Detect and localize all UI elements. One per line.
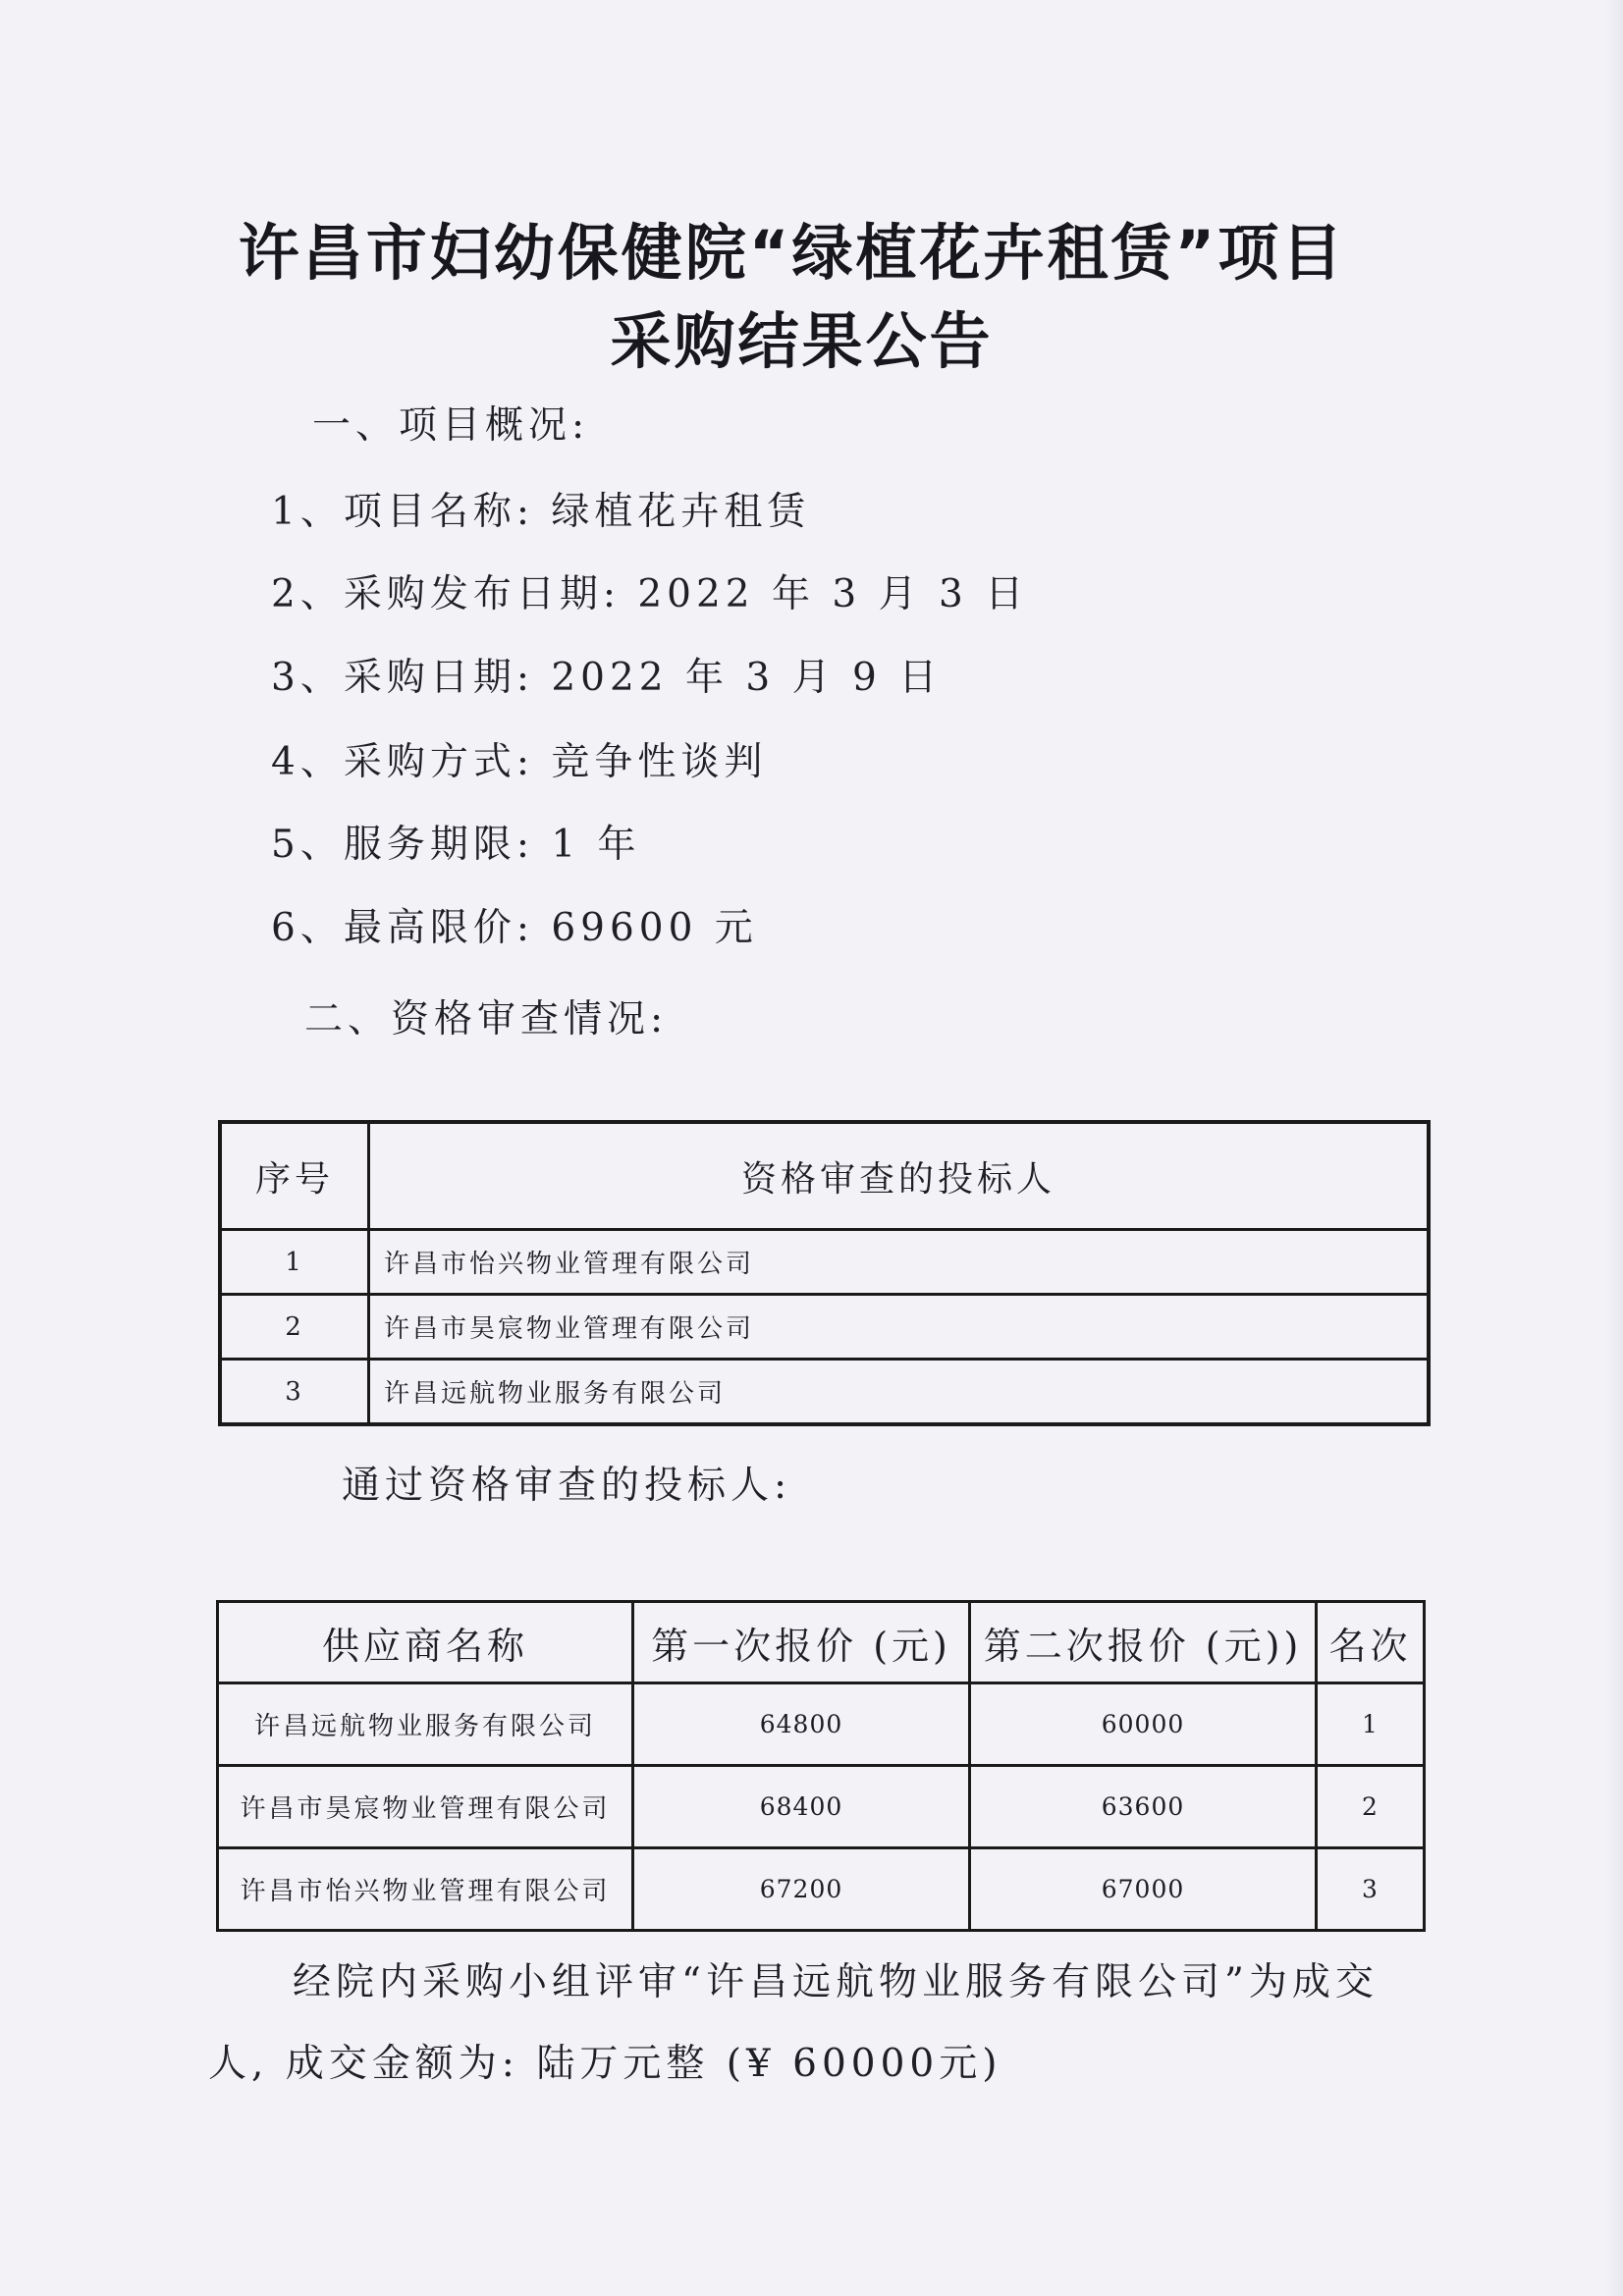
quotation-table bbox=[216, 1600, 1426, 1932]
first-quote: 67200 bbox=[633, 1848, 970, 1931]
title-line-1: 许昌市妇幼保健院“绿植花卉租赁”项目 bbox=[238, 217, 1346, 289]
row-bidder: 许昌市昊宸物业管理有限公司 bbox=[369, 1295, 1430, 1360]
first-quote: 64800 bbox=[633, 1683, 970, 1766]
conclusion-line-1: 经院内采购小组评审“许昌远航物业服务有限公司”为成交 bbox=[293, 1960, 1379, 2004]
passed-heading: 通过资格审查的投标人: bbox=[342, 1464, 792, 1508]
header-supplier: 供应商名称 bbox=[218, 1602, 633, 1683]
table-header-row bbox=[218, 1602, 1425, 1683]
row-serial: 1 bbox=[220, 1230, 369, 1295]
row-serial: 2 bbox=[220, 1295, 369, 1360]
table-row bbox=[218, 1848, 1425, 1931]
overview-item-6: 6、最高限价: 69600 元 bbox=[271, 906, 758, 950]
table-row bbox=[220, 1360, 1429, 1425]
section2-heading: 二、资格审查情况: bbox=[304, 997, 669, 1041]
table-row bbox=[220, 1230, 1429, 1295]
second-quote: 67000 bbox=[970, 1848, 1317, 1931]
table-row bbox=[218, 1766, 1425, 1848]
title-line-2: 采购结果公告 bbox=[610, 305, 994, 377]
table-row bbox=[218, 1683, 1425, 1766]
row-bidder: 许昌远航物业服务有限公司 bbox=[369, 1360, 1430, 1425]
overview-item-2: 2、采购发布日期: 2022 年 3 月 3 日 bbox=[271, 572, 1029, 616]
table-row bbox=[220, 1295, 1429, 1360]
qualification-table bbox=[218, 1120, 1431, 1426]
overview-item-5: 5、服务期限: 1 年 bbox=[271, 823, 641, 867]
header-second-quote: 第二次报价 (元)) bbox=[970, 1602, 1317, 1683]
overview-item-1: 1、项目名称: 绿植花卉租赁 bbox=[271, 490, 811, 534]
section1-heading: 一、项目概况: bbox=[312, 403, 590, 448]
second-quote: 60000 bbox=[970, 1683, 1317, 1766]
header-serial: 序号 bbox=[220, 1122, 369, 1230]
overview-item-4: 4、采购方式: 竞争性谈判 bbox=[271, 740, 768, 784]
overview-item-3: 3、采购日期: 2022 年 3 月 9 日 bbox=[271, 656, 943, 700]
header-bidder: 资格审查的投标人 bbox=[369, 1122, 1430, 1230]
header-first-quote: 第一次报价 (元) bbox=[633, 1602, 970, 1683]
first-quote: 68400 bbox=[633, 1766, 970, 1848]
rank: 1 bbox=[1317, 1683, 1425, 1766]
row-serial: 3 bbox=[220, 1360, 369, 1425]
supplier-name: 许昌市怡兴物业管理有限公司 bbox=[218, 1848, 633, 1931]
supplier-name: 许昌远航物业服务有限公司 bbox=[218, 1683, 633, 1766]
supplier-name: 许昌市昊宸物业管理有限公司 bbox=[218, 1766, 633, 1848]
rank: 3 bbox=[1317, 1848, 1425, 1931]
header-rank: 名次 bbox=[1317, 1602, 1425, 1683]
row-bidder: 许昌市怡兴物业管理有限公司 bbox=[369, 1230, 1430, 1295]
conclusion-line-2: 人, 成交金额为: 陆万元整 (¥ 60000元) bbox=[208, 2042, 1002, 2086]
rank: 2 bbox=[1317, 1766, 1425, 1848]
table-header-row bbox=[220, 1122, 1429, 1230]
second-quote: 63600 bbox=[970, 1766, 1317, 1848]
